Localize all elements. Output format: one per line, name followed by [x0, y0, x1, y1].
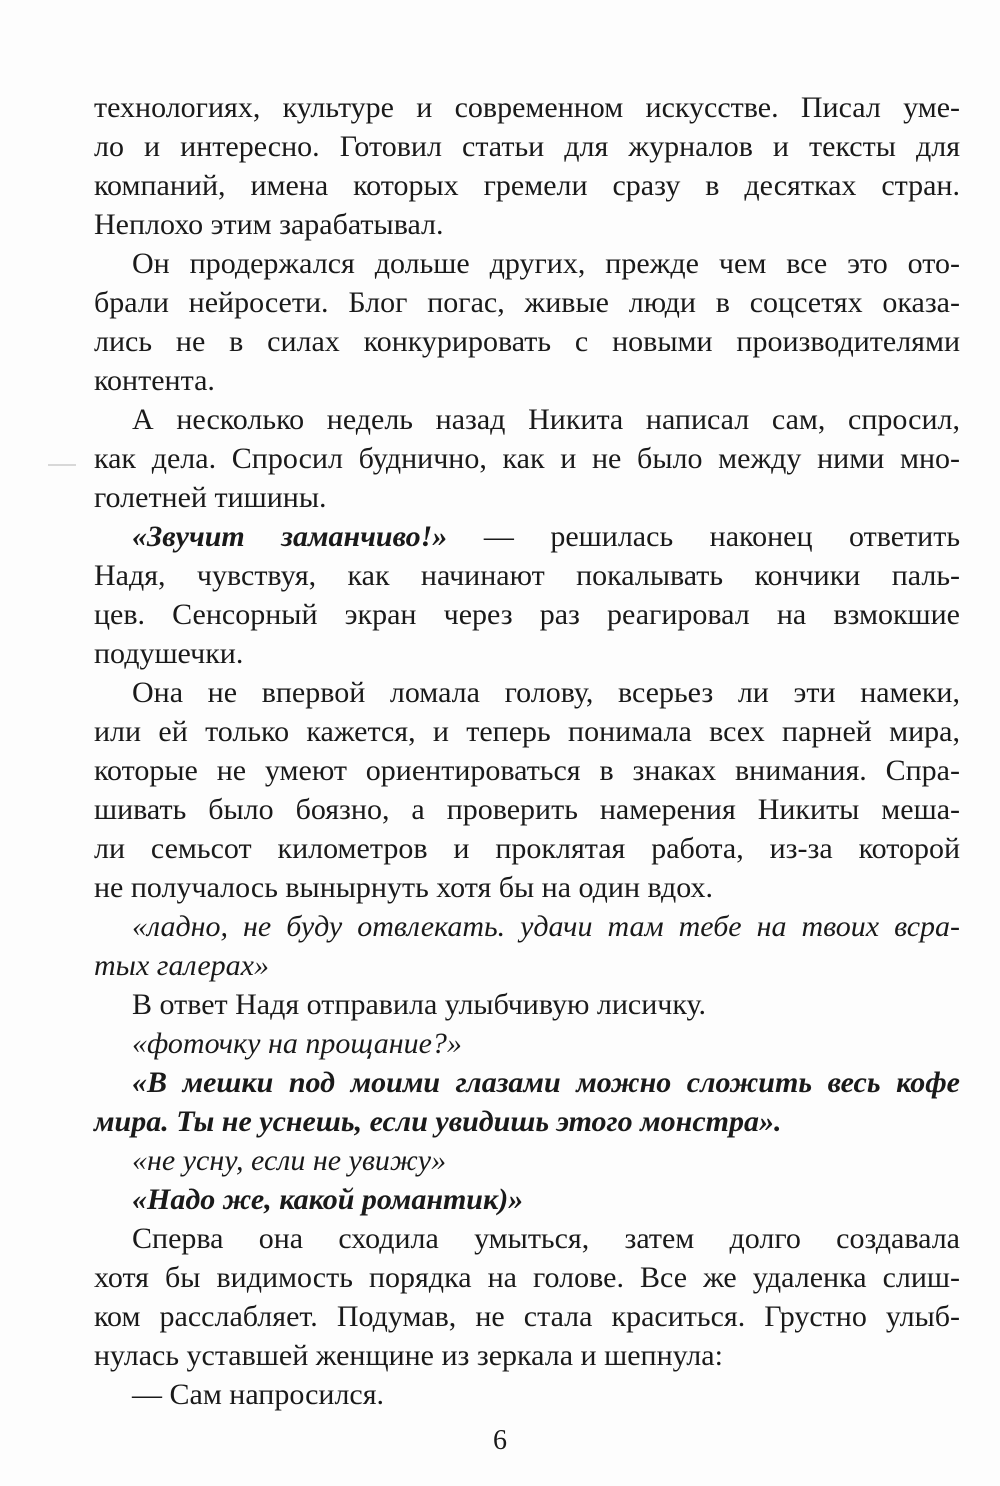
- page-number: 6: [493, 1425, 507, 1456]
- text-line: [94, 517, 960, 556]
- text-line: Надя, чувствуя, как начинают покалывать кончики паль-: [94, 559, 960, 592]
- message-line: «Надо же, какой романтик)»: [132, 1183, 524, 1216]
- message-line: «В мешки под моими глазами можно сложить весь кофе: [132, 1066, 960, 1099]
- paragraph: [94, 400, 960, 517]
- paragraph: [94, 244, 960, 400]
- paragraph: [94, 673, 960, 907]
- text-line: хотя бы видимость порядка на голове. Все же удаленка слиш-: [94, 1261, 960, 1294]
- text-line: или ей только кажется, и теперь понимала всех парней мира,: [94, 715, 960, 748]
- message-line: «не усну, если не увижу»: [132, 1144, 447, 1177]
- text-line: как дела. Спросил буднично, как и не было между ними мно-: [94, 442, 960, 475]
- message-quote: «Звучит заманчиво!»: [132, 520, 448, 553]
- paragraph: [94, 985, 960, 1024]
- message-line: «ладно, не буду отвлекать. удачи там тебе на твоих всра-: [132, 910, 960, 943]
- text-line: компаний, имена которых гремели сразу в десятках стран.: [94, 169, 960, 202]
- margin-smudge: [48, 464, 76, 466]
- text-line: Неплохо этим зарабатывал.: [94, 208, 444, 241]
- text-line: не получалось вынырнуть хотя бы на один вдох.: [94, 871, 713, 904]
- text-line: А несколько недель назад Никита написал сам, спросил,: [132, 403, 960, 436]
- paragraph: [94, 1024, 960, 1063]
- dialogue-line: — Сам напросился.: [132, 1378, 385, 1411]
- paragraph: [94, 1063, 960, 1141]
- message-line: мира. Ты не уснешь, если увидишь этого монстра».: [94, 1105, 782, 1138]
- text-line: Сперва она сходила умыться, затем долго создавала: [132, 1222, 960, 1255]
- paragraph: [94, 1375, 960, 1414]
- text-line: шивать было боязно, а проверить намерения Никиты меша-: [94, 793, 960, 826]
- paragraph: [94, 1219, 960, 1375]
- paragraph: [94, 88, 960, 244]
- text-line: контента.: [94, 364, 215, 397]
- text-line: ли семьсот километров и проклятая работа, из-за которой: [94, 832, 960, 865]
- text-line: голетней тишины.: [94, 481, 327, 514]
- text-line: В ответ Надя отправила улыбчивую лисичку.: [132, 988, 707, 1021]
- paragraph: [94, 517, 960, 673]
- paragraph: [94, 907, 960, 985]
- text-line: которые не умеют ориентироваться в знаках внимания. Спра-: [94, 754, 960, 787]
- message-line: «фоточку на прощание?»: [132, 1027, 462, 1060]
- paragraph: [94, 1141, 960, 1180]
- text-line: лись не в силах конкурировать с новыми производителями: [94, 325, 960, 358]
- body-text: [94, 88, 960, 1414]
- text-line: брали нейросети. Блог погас, живые люди в соцсетях оказа-: [94, 286, 960, 319]
- text-line: Он продержался дольше других, прежде чем все это ото-: [132, 247, 960, 280]
- paragraph: [94, 1180, 960, 1219]
- text-line: нулась уставшей женщине из зеркала и шепнула:: [94, 1339, 723, 1372]
- text-line: ком расслабляет. Подумав, не стала краситься. Грустно улыб-: [94, 1300, 960, 1333]
- text-line: подушечки.: [94, 637, 244, 670]
- text-line: технологиях, культуре и современном искусстве. Писал уме-: [94, 91, 960, 124]
- text-run: — решилась наконец ответить: [447, 520, 961, 553]
- text-line: ло и интересно. Готовил статьи для журналов и тексты для: [94, 130, 960, 163]
- text-line: цев. Сенсорный экран через раз реагировал на взмокшие: [94, 598, 960, 631]
- message-line: тых галерах»: [94, 949, 269, 982]
- text-line: Она не впервой ломала голову, всерьез ли эти намеки,: [132, 676, 960, 709]
